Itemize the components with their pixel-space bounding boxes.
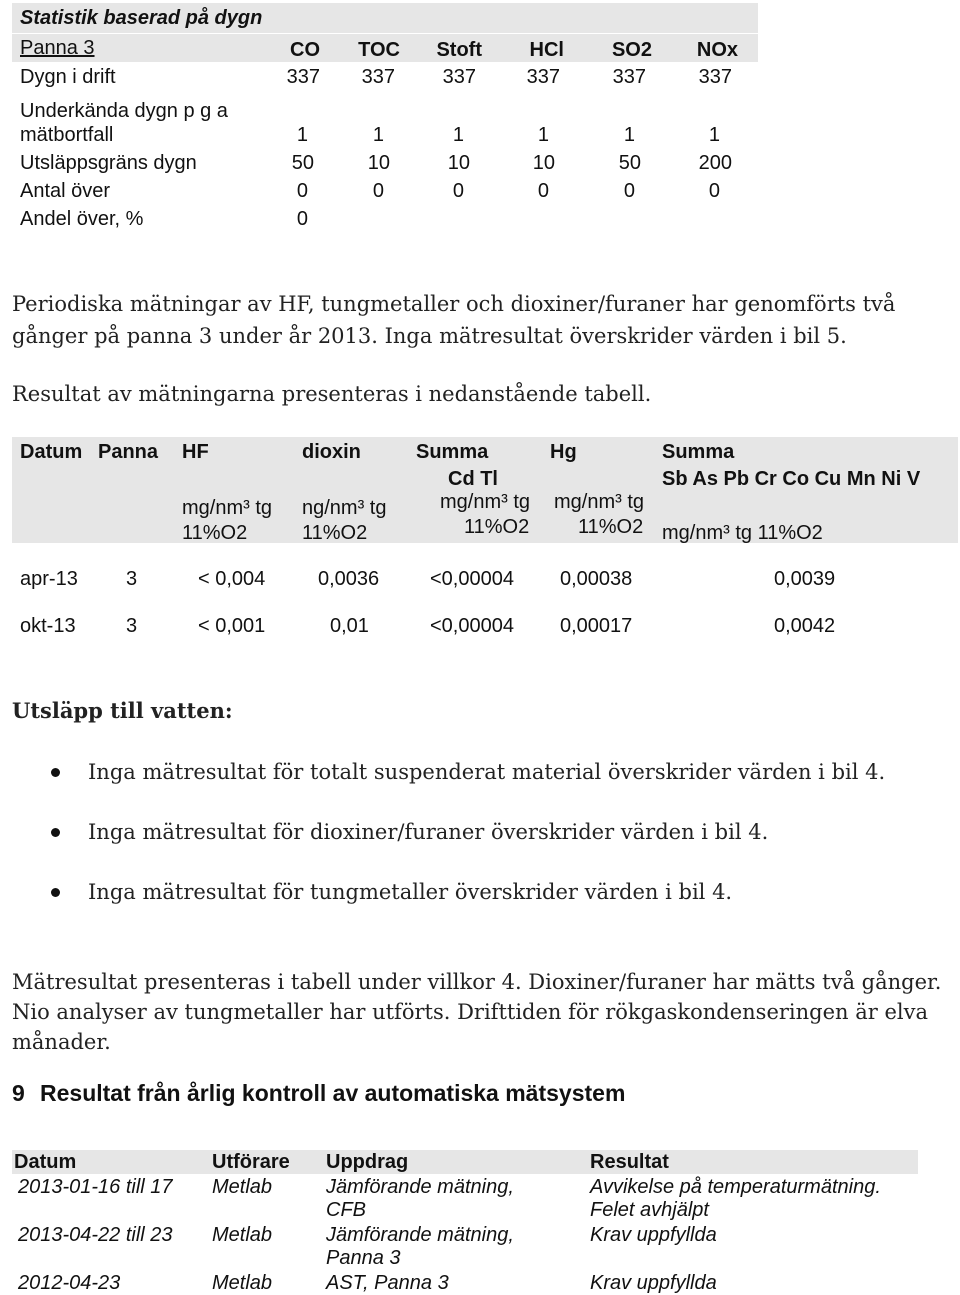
control-cell-utforare: Metlab: [212, 1176, 273, 1198]
stats-col-stoft: Stoft: [436, 39, 482, 61]
bullet-dot: [51, 888, 60, 897]
measure-unit-hg: mg/nm³ tg: [554, 491, 645, 513]
stats-col-nox: NOx: [696, 39, 738, 61]
measure-cell-dioxin: 0,01: [330, 615, 369, 637]
stats-row-label: Utsläppsgräns dygn: [20, 152, 197, 174]
control-cell-utforare: Metlab: [212, 1272, 273, 1294]
stats-cell: 0: [296, 180, 308, 202]
section-title: Resultat från årlig kontroll av automatiska mätsystem: [40, 1080, 626, 1106]
measure-unit-hf: mg/nm³ tg: [182, 497, 273, 519]
control-cell-resultat: Avvikelse på temperaturmätning.: [590, 1176, 881, 1198]
measure-cell-hf: < 0,001: [198, 615, 266, 637]
measure-cell-metals: 0,0039: [774, 568, 836, 590]
stats-cell: 0: [452, 180, 464, 202]
stats-row-label: Dygn i drift: [20, 66, 116, 88]
control-cell-resultat: Krav uppfyllda: [590, 1272, 717, 1294]
stats-cell: 1: [708, 124, 720, 146]
stats-row-label-cont: mätbortfall: [20, 124, 114, 146]
measure-unit-dioxin-o2: 11%O2: [302, 522, 368, 544]
control-cell-uppdrag: Jämförande mätning,: [326, 1224, 514, 1246]
measure-unit-dioxin: ng/nm³ tg: [302, 497, 387, 519]
control-cell-uppdrag: AST, Panna 3: [326, 1272, 449, 1294]
measure-header-summa-cd-sub: Cd Tl: [448, 468, 498, 490]
measure-cell-datum: okt-13: [20, 615, 76, 637]
control-header-resultat: Resultat: [590, 1151, 669, 1173]
list-item: Inga mätresultat för tungmetaller överskrider värden i bil 4.: [88, 880, 733, 904]
stats-cell: 50: [618, 152, 641, 174]
stats-title: Statistik baserad på dygn: [20, 7, 263, 29]
stats-col-hcl: HCl: [529, 39, 564, 61]
section-number: 9: [12, 1080, 25, 1106]
measure-header-summa-metals-sub: Sb As Pb Cr Co Cu Mn Ni V: [662, 468, 921, 490]
control-header-bg: [12, 1150, 918, 1174]
measure-unit-hf-o2: 11%O2: [182, 522, 248, 544]
water-heading: Utsläpp till vatten:: [12, 698, 233, 723]
stats-cell: 1: [623, 124, 635, 146]
measure-header-summa-metals: Summa: [662, 441, 735, 463]
measure-cell-hf: < 0,004: [198, 568, 266, 590]
stats-cell: 337: [286, 66, 320, 88]
control-header-utforare: Utförare: [212, 1151, 290, 1173]
bullet-dot: [51, 828, 60, 837]
measure-cell-hg: 0,00038: [560, 568, 633, 590]
measure-header-hf: HF: [182, 441, 209, 463]
stats-cell: 1: [537, 124, 549, 146]
control-cell-resultat-cont: Felet avhjälpt: [590, 1199, 709, 1221]
paragraph-periodic-line2: gånger på panna 3 under år 2013. Inga mätresultat överskrider värden i bil 5.: [12, 324, 847, 348]
stats-cell: 50: [291, 152, 314, 174]
measure-cell-datum: apr-13: [20, 568, 78, 590]
stats-cell: 200: [698, 152, 732, 174]
stats-header-row-label: Panna 3: [20, 37, 95, 59]
stats-cell: 1: [296, 124, 308, 146]
stats-cell: 0: [296, 208, 308, 230]
measure-cell-metals: 0,0042: [774, 615, 836, 637]
stats-cell: 1: [372, 124, 384, 146]
paragraph-results-intro: Resultat av mätningarna presenteras i nedanstående tabell.: [12, 382, 652, 406]
stats-cell: 0: [537, 180, 549, 202]
paragraph-results-line3: månader.: [12, 1030, 111, 1054]
measure-header-datum: Datum: [20, 441, 83, 463]
stats-row-label: Antal över: [20, 180, 111, 202]
measure-cell-dioxin: 0,0036: [318, 568, 380, 590]
control-header-datum: Datum: [14, 1151, 77, 1173]
measure-cell-panna: 3: [126, 568, 138, 590]
stats-col-so2: SO2: [611, 39, 652, 61]
stats-cell: 337: [698, 66, 732, 88]
measure-cell-hg: 0,00017: [560, 615, 633, 637]
stats-col-toc: TOC: [358, 39, 400, 61]
control-cell-resultat: Krav uppfyllda: [590, 1224, 717, 1246]
paragraph-periodic-line1: Periodiska mätningar av HF, tungmetaller och dioxiner/furaner har genomförts två: [12, 292, 896, 316]
paragraph-results-line1: Mätresultat presenteras i tabell under villkor 4. Dioxiner/furaner har mätts två gånger.: [12, 970, 942, 994]
stats-cell: 337: [442, 66, 476, 88]
list-item: Inga mätresultat för totalt suspenderat material överskrider värden i bil 4.: [88, 760, 886, 784]
stats-cell: 10: [367, 152, 390, 174]
measure-unit-metals: mg/nm³ tg 11%O2: [662, 522, 823, 544]
measure-cell-cd: <0,00004: [430, 568, 514, 590]
bullet-dot: [51, 768, 60, 777]
measure-header-hg: Hg: [550, 441, 577, 463]
stats-cell: 10: [447, 152, 470, 174]
stats-cell: 337: [361, 66, 395, 88]
stats-cell: 0: [708, 180, 720, 202]
stats-cell: 337: [526, 66, 560, 88]
measure-unit-cd-o2: 11%O2: [464, 516, 530, 538]
measure-cell-panna: 3: [126, 615, 138, 637]
measure-header-panna: Panna: [98, 441, 159, 463]
control-cell-datum: 2012-04-23: [18, 1272, 121, 1294]
measure-header-summa-cd: Summa: [416, 441, 489, 463]
stats-row-label: Underkända dygn p g a: [20, 100, 228, 122]
measure-cell-cd: <0,00004: [430, 615, 514, 637]
control-cell-datum: 2013-01-16 till 17: [18, 1176, 173, 1198]
stats-col-co: CO: [290, 39, 320, 61]
stats-cell: 1: [452, 124, 464, 146]
list-item: Inga mätresultat för dioxiner/furaner överskrider värden i bil 4.: [88, 820, 769, 844]
control-cell-utforare: Metlab: [212, 1224, 273, 1246]
stats-row-label: Andel över, %: [20, 208, 144, 230]
stats-cell: 0: [372, 180, 384, 202]
control-cell-uppdrag-cont: CFB: [326, 1199, 366, 1221]
measure-header-dioxin: dioxin: [302, 441, 361, 463]
paragraph-results-line2: Nio analyser av tungmetaller har utförts. Drifttiden för rökgaskondenseringen är elva: [12, 1000, 928, 1024]
measure-unit-hg-o2: 11%O2: [578, 516, 644, 538]
control-header-uppdrag: Uppdrag: [326, 1151, 409, 1173]
stats-cell: 337: [612, 66, 646, 88]
stats-cell: 0: [623, 180, 635, 202]
stats-cell: 10: [532, 152, 555, 174]
measure-unit-cd: mg/nm³ tg: [440, 491, 531, 513]
control-cell-datum: 2013-04-22 till 23: [18, 1224, 173, 1246]
control-cell-uppdrag-cont: Panna 3: [326, 1247, 401, 1269]
control-cell-uppdrag: Jämförande mätning,: [326, 1176, 514, 1198]
